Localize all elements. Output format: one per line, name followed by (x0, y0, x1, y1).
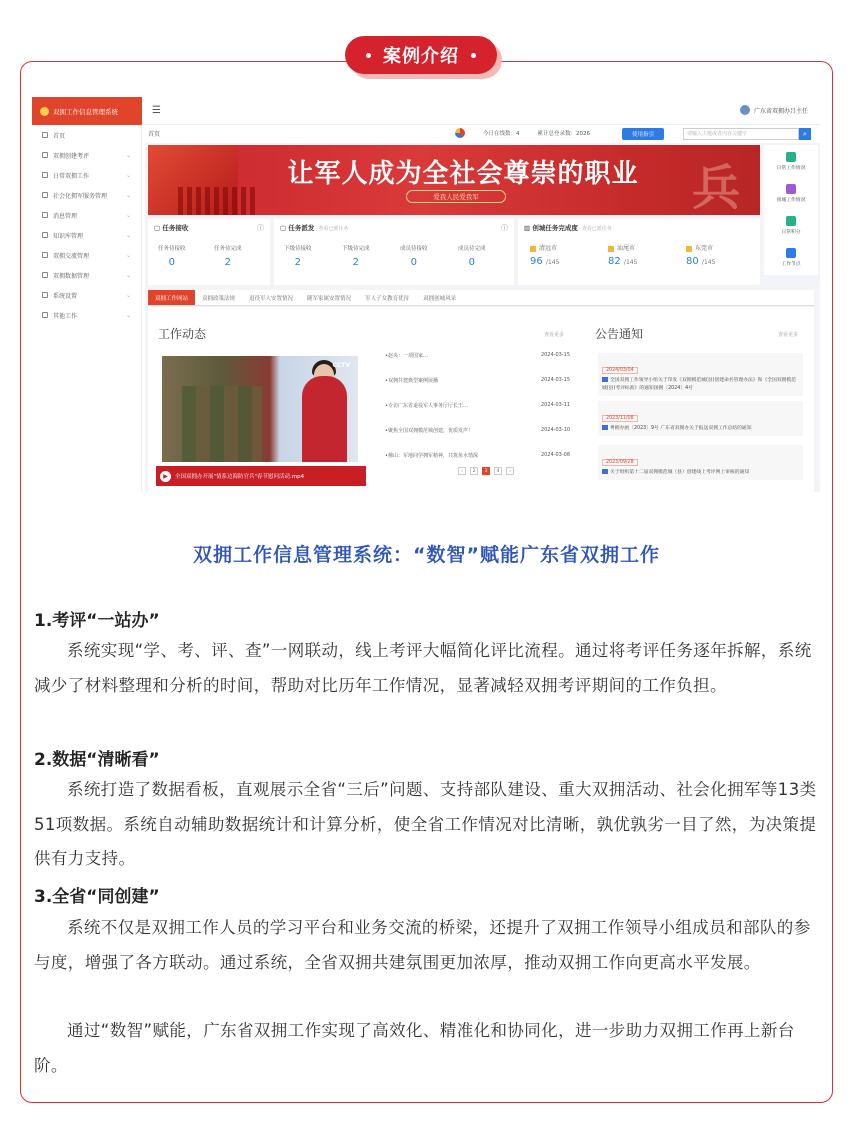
page-prev[interactable]: ‹ (458, 467, 466, 475)
home-icon (42, 132, 48, 138)
quick-link-daily[interactable] (764, 145, 818, 177)
sidebar-item-label: 首页 (53, 132, 66, 140)
metric[interactable]: 任务待完成 2 (214, 246, 242, 268)
news-list (385, 352, 570, 477)
section-heading: 1.考评“一站办” (34, 611, 160, 631)
settings-icon (42, 292, 48, 298)
cctv-logo: CCTV (332, 362, 350, 369)
toolbar (145, 125, 820, 143)
sidebar-item-messages[interactable] (32, 205, 141, 225)
sidebar-item-exchange[interactable] (32, 245, 141, 265)
quick-links (764, 145, 818, 275)
sidebar-item-label: 消息管理 (53, 212, 78, 220)
city-metric[interactable]: 汕尾市 82 /145 (608, 245, 638, 267)
city-skyline-graphic (178, 187, 258, 215)
page-button[interactable]: 2 (470, 467, 478, 475)
quick-link-label: 创城工作情况 (776, 197, 806, 203)
metric[interactable]: 下级待接收 2 (284, 246, 312, 268)
report-icon (786, 152, 796, 162)
chevron-down-icon: ⌄ (125, 231, 131, 239)
city-icon (530, 246, 536, 252)
notice-item[interactable] (598, 445, 803, 480)
list-item[interactable]: •佛山：军地同学拥军精神，共筑鱼水情深 2024-03-08 (385, 452, 570, 459)
metric[interactable]: 成员待接收 0 (400, 246, 428, 268)
database-icon (42, 272, 48, 278)
sidebar-item-label: 系统设置 (53, 292, 78, 300)
tab-veteran-placement[interactable]: 退役军人安置情况 (249, 295, 294, 302)
chevron-down-icon: ⌄ (125, 251, 131, 259)
tab-shuangyong-site[interactable]: 双拥工作网站 (148, 290, 195, 305)
notice-text: 关于组织第十二届双拥模范城（县）创建线上考评网上审核的通知 (602, 469, 799, 477)
section-body: 系统不仅是双拥工作人员的学习平台和业务交流的桥梁，还提升了双拥工作领导小组成员和部队的参与度，增强了各方联动。通过系统，全省双拥共建氛围更加浓厚，推动双拥工作向更高水平发展。 (34, 918, 811, 972)
sidebar-item-label: 知识库管理 (53, 232, 84, 240)
app-logo[interactable] (32, 97, 142, 125)
sidebar-item-label: 双拥创建考评 (53, 152, 90, 160)
folder-icon (42, 312, 48, 318)
sidebar-item-label: 社会化拥军服务管理 (53, 192, 108, 200)
card-title: ▢ 任务派发 查看已派任务 (280, 224, 349, 232)
news-panel (148, 307, 814, 492)
task-dispatch-card (274, 219, 514, 285)
quick-link-city[interactable] (764, 177, 818, 209)
emblem-icon (40, 107, 49, 116)
calendar-icon (786, 248, 796, 258)
list-item[interactable]: •双拥共建典型案例展播 2024-03-15 (385, 377, 570, 384)
breadcrumb[interactable]: 首页 (148, 131, 161, 138)
section-heading: 3.全省“同创建” (34, 887, 160, 907)
section-body: 系统打造了数据看板，直观展示全省“三后”问题、支持部队建设、重大双拥活动、社会化拥军等13类51项数据。系统自动辅助数据统计和计算分析，使全省工作情况对比清晰，孰优孰劣一目了然，为决策提供有力支持。 (34, 780, 817, 868)
sidebar-item-social-service[interactable] (32, 185, 141, 205)
play-icon[interactable]: ▶ (160, 471, 171, 482)
hero-banner (148, 145, 760, 215)
sidebar-item-knowledge[interactable] (32, 225, 141, 245)
quick-link-points[interactable] (764, 209, 818, 241)
chevron-down-icon: ⌄ (125, 271, 131, 279)
sidebar-item-label: 其他工作 (53, 312, 78, 320)
guide-button[interactable]: 使用指引 (622, 128, 664, 140)
info-icon[interactable]: ⓘ (257, 224, 264, 232)
page-button-current[interactable]: 3 (482, 467, 490, 475)
sidebar (32, 125, 142, 492)
book-icon (42, 232, 48, 238)
score-icon (786, 216, 796, 226)
city-icon (608, 246, 614, 252)
decorative-glyph: 兵 (691, 160, 740, 215)
video-caption[interactable] (156, 466, 366, 486)
city-icon (686, 246, 692, 252)
sidebar-item-daily-work[interactable] (32, 165, 141, 185)
avatar (740, 105, 750, 115)
document-icon (786, 184, 796, 194)
site-stats (455, 128, 590, 138)
notice-item[interactable] (598, 401, 803, 436)
pagination (458, 467, 514, 475)
quick-link-nodes[interactable] (764, 241, 818, 273)
tab-family-placement[interactable]: 随军家属安置情况 (307, 295, 352, 302)
list-item[interactable]: •聚焦全国双拥模范城创建，优质发声！ 2024-03-10 (385, 427, 570, 434)
work-news-more-link[interactable]: 查看更多 (544, 332, 565, 338)
banner-subtitle: 爱我人民爱我军 (406, 190, 506, 203)
quick-link-label: 日常积分 (781, 229, 801, 235)
quick-link-label: 日常工作情况 (776, 165, 806, 171)
app-topbar (32, 97, 820, 125)
badge-dot-left (366, 53, 371, 58)
visit-count: 累计总登录数：2026 (537, 131, 590, 137)
badge-title: 案例介绍 (383, 46, 459, 67)
metric[interactable]: 成员待完成 0 (458, 246, 486, 268)
sidebar-item-label: 双拥交流管理 (53, 252, 90, 260)
city-metric[interactable]: 东莞市 80 /145 (686, 245, 716, 267)
notice-date: 2024/03/04 (602, 367, 638, 374)
soldiers-image (182, 386, 262, 462)
chart-icon (42, 172, 48, 178)
system-screenshot (32, 97, 820, 492)
work-news-title: 工作动态 (158, 327, 207, 341)
gear-icon (42, 192, 48, 198)
search-icon[interactable]: ⌕ (799, 128, 811, 140)
sidebar-item-home[interactable] (32, 125, 141, 145)
sidebar-item-other[interactable] (32, 305, 141, 325)
section-heading: 2.数据“清晰看” (34, 750, 160, 770)
card-title: ▥ 创城任务完成度 查看已派任务 (524, 224, 612, 232)
city-metric[interactable]: 清远市 96 /145 (530, 245, 560, 267)
sidebar-item-settings[interactable] (32, 285, 141, 305)
badge-dot-right (471, 53, 476, 58)
pie-chart-icon (455, 128, 465, 138)
page-button[interactable]: 4 (494, 467, 502, 475)
news-video-thumbnail[interactable] (162, 356, 358, 462)
notice-date: 2023/09/28 (602, 459, 638, 466)
app-title: 双拥工作信息管理系统 (53, 107, 118, 116)
video-caption-text: 全国双拥办开展"情系边海防官兵"春节慰问活动.mp4 (175, 474, 305, 480)
notice-text: 全国双拥工作领导小组关于印发《双拥模范城(县)创建命名管理办法》和《全国双拥模范城(县)考评标准》的通知国拥〔2024〕4号 (602, 377, 799, 393)
notices-title: 公告通知 (595, 327, 644, 341)
article-conclusion: 通过“数智”赋能，广东省双拥工作实现了高效化、精准化和协同化，进一步助力双拥工作再上新台阶。 (34, 1021, 795, 1075)
notices-more-link[interactable]: 查看更多 (778, 332, 799, 338)
metric[interactable]: 任务待接收 0 (158, 246, 186, 268)
tab-policies[interactable]: 双拥政策法规 (202, 295, 236, 302)
sidebar-item-label: 日常双拥工作 (53, 172, 90, 180)
info-icon[interactable]: ⓘ (501, 224, 508, 232)
chevron-down-icon: ⌄ (125, 311, 131, 319)
banner-slogan: 让军人成为全社会尊崇的职业 (287, 159, 639, 189)
sidebar-item-label: 双拥数据管理 (53, 272, 90, 280)
card-title: ▢ 任务接收 (154, 224, 189, 232)
metric[interactable]: 下级待完成 2 (342, 246, 370, 268)
article-headline: 双拥工作信息管理系统：“数智”赋能广东省双拥工作 (193, 544, 660, 566)
news-anchor-image (302, 376, 347, 462)
chevron-down-icon: ⌄ (125, 291, 131, 299)
menu-toggle-icon[interactable]: ☰ (152, 105, 161, 116)
notice-item[interactable] (598, 353, 803, 396)
chevron-down-icon: ⌄ (125, 191, 131, 199)
task-receive-card (148, 219, 270, 285)
city-progress-card (518, 219, 760, 285)
search-input[interactable]: 请输入主题或者内容关键字 (683, 128, 799, 140)
tab-children-education[interactable]: 军人子女教育优待 (365, 295, 410, 302)
dashboard-main (145, 125, 820, 492)
online-count: 今日在线数：4 (483, 131, 520, 137)
list-item[interactable]: •赵央：一项国家… 2024-03-15 (385, 352, 570, 359)
section-body: 系统实现“学、考、评、查”一网联动，线上考评大幅简化评比流程。通过将考评任务逐年拆解，系统减少了材料整理和分析的时间，帮助对比历年工作情况，显著减轻双拥考评期间的工作负担。 (34, 641, 812, 695)
chevron-down-icon: ⌄ (125, 151, 131, 159)
sidebar-item-data[interactable] (32, 265, 141, 285)
quick-link-label: 工作节点 (781, 261, 801, 267)
notice-text: 粤拥办函〔2023〕9号 广东省双拥办关于报送双拥工作总结的通知 (602, 425, 799, 433)
list-item[interactable]: •专访广东省退役军人事务厅厅长王… 2024-03-11 (385, 402, 570, 409)
notice-date: 2023/11/08 (602, 415, 638, 422)
sidebar-item-assessment[interactable] (32, 145, 141, 165)
content-tabs (148, 290, 814, 306)
section-badge (345, 36, 497, 74)
page-next[interactable]: › (506, 467, 514, 475)
user-name: 广东省双拥办吕主任 (753, 107, 808, 115)
exchange-icon (42, 252, 48, 258)
tab-city-showcase[interactable]: 双拥创城风采 (423, 295, 457, 302)
chevron-down-icon: ⌄ (125, 171, 131, 179)
chevron-down-icon: ⌄ (125, 211, 131, 219)
checklist-icon (42, 152, 48, 158)
user-menu[interactable] (740, 105, 808, 115)
message-icon (42, 212, 48, 218)
